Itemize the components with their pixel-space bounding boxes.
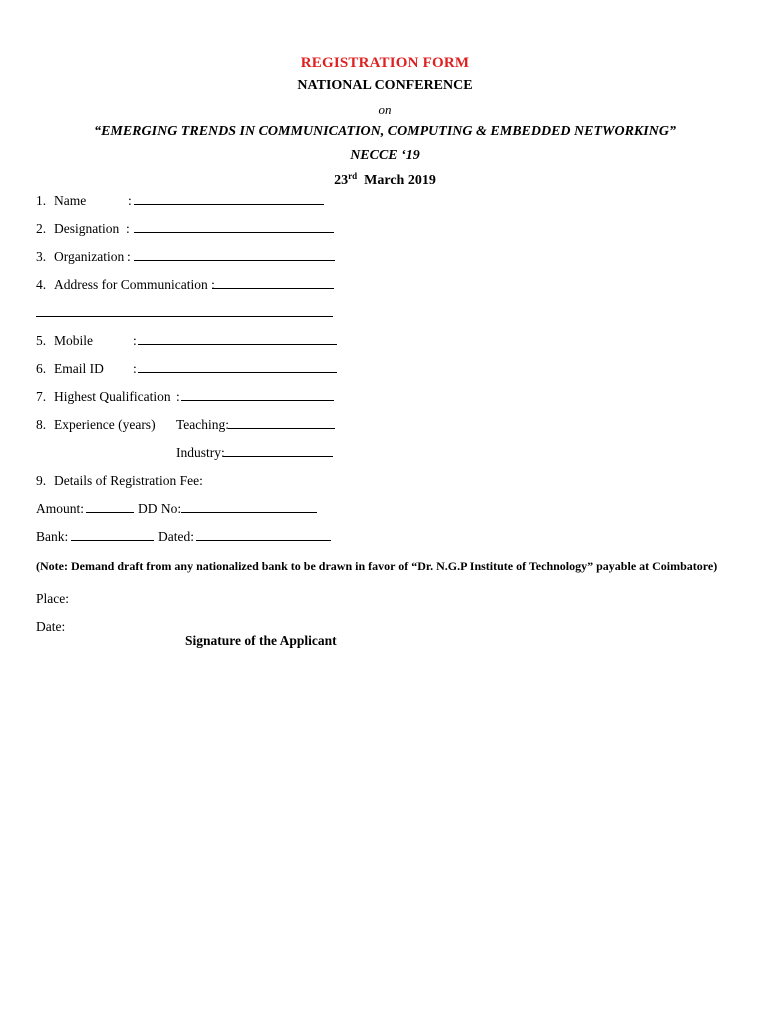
designation-label: Designation [54, 221, 120, 236]
qualification-number: 7. [36, 389, 47, 404]
date-suffix: rd [348, 171, 358, 181]
dated-label: Dated: [158, 529, 194, 544]
conference-theme: “EMERGING TRENDS IN COMMUNICATION, COMPUTING & EMBEDDED NETWORKING” [94, 124, 676, 139]
signature-label: Signature of the Applicant [185, 633, 337, 648]
on-text: on [378, 102, 392, 117]
dd-no-field[interactable] [181, 512, 317, 513]
address-label: Address for Communication : [54, 277, 215, 292]
fee-label: Details of Registration Fee: [54, 473, 203, 488]
name-number: 1. [36, 193, 47, 208]
dated-field[interactable] [196, 540, 331, 541]
conference-date [0, 171, 770, 189]
mobile-number: 5. [36, 333, 47, 348]
email-number: 6. [36, 361, 47, 376]
email-label: Email ID [54, 361, 104, 376]
qualification-label: Highest Qualification [54, 389, 171, 404]
date-label: Date: [36, 619, 66, 634]
place-label: Place: [36, 591, 69, 606]
date-day: 23 [334, 173, 349, 188]
mobile-field[interactable] [138, 344, 337, 345]
dd-no-label: DD No: [138, 501, 182, 516]
address-number: 4. [36, 277, 47, 292]
designation-number: 2. [36, 221, 47, 236]
payment-note: (Note: Demand draft from any nationalized bank to be drawn in favor of “Dr. N.G.P Institute of Technology” payable at Coimbatore) [36, 559, 718, 573]
date-rest: March 2019 [364, 173, 436, 188]
organization-label: Organization [54, 249, 125, 264]
email-field[interactable] [138, 372, 337, 373]
email-separator: : [133, 361, 137, 376]
mobile-separator: : [133, 333, 137, 348]
form-title: REGISTRATION FORM [300, 55, 470, 71]
name-field[interactable] [134, 204, 324, 205]
experience-number: 8. [36, 417, 47, 432]
experience-label: Experience (years) [54, 417, 156, 432]
fee-number: 9. [36, 473, 47, 488]
industry-field[interactable] [223, 456, 333, 457]
industry-label: Industry: [176, 445, 225, 460]
organization-number: 3. [36, 249, 47, 264]
amount-label: Amount: [36, 501, 85, 516]
organization-field[interactable] [134, 260, 335, 261]
conference-title: NATIONAL CONFERENCE [297, 78, 473, 93]
address-field-line-2[interactable] [36, 316, 333, 317]
teaching-field[interactable] [228, 428, 335, 429]
amount-field[interactable] [86, 512, 134, 513]
name-separator: : [128, 193, 132, 208]
conference-short-name: NECCE ‘19 [350, 148, 420, 163]
bank-field[interactable] [71, 540, 154, 541]
designation-separator: : [126, 221, 130, 236]
qualification-field[interactable] [181, 400, 334, 401]
mobile-label: Mobile [54, 333, 93, 348]
qualification-separator: : [176, 389, 180, 404]
organization-separator: : [127, 249, 131, 264]
bank-label: Bank: [36, 529, 69, 544]
teaching-label: Teaching: [176, 417, 230, 432]
address-field-line-1[interactable] [212, 288, 334, 289]
designation-field[interactable] [134, 232, 334, 233]
name-label: Name [54, 193, 87, 208]
